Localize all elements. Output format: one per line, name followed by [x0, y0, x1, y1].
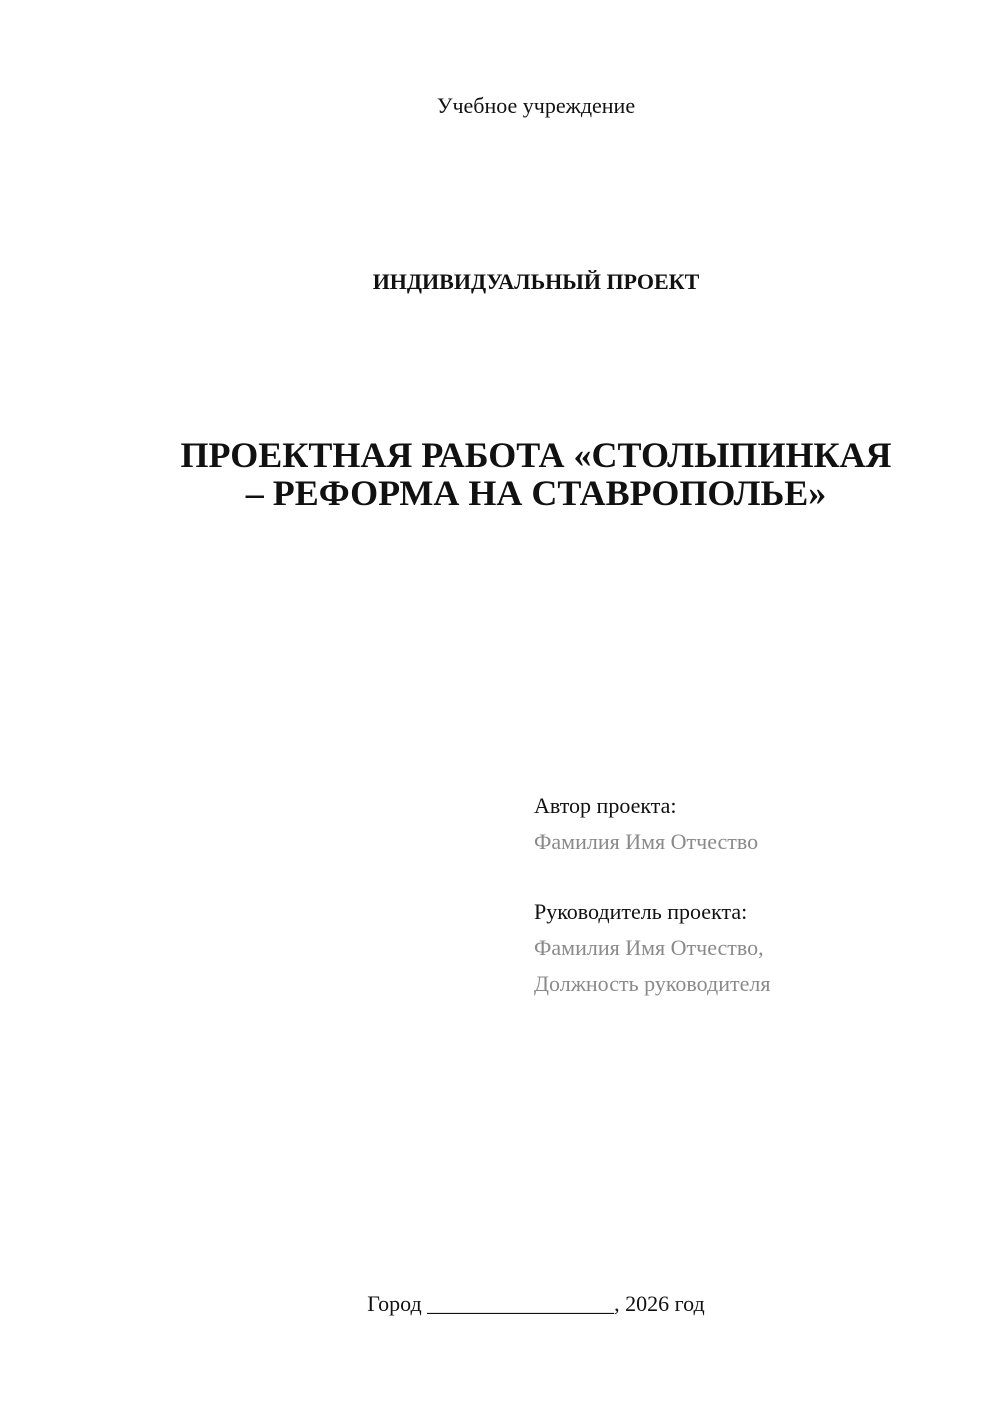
info-spacer [534, 860, 974, 894]
supervisor-name: Фамилия Имя Отчество, [534, 935, 764, 960]
institution-name: Учебное учреждение [436, 93, 636, 118]
author-label: Автор проекта: [534, 793, 677, 818]
project-title-line-2: – РЕФОРМА НА СТАВРОПОЛЬЕ» [245, 473, 827, 513]
supervisor-position: Должность руководителя [534, 971, 771, 996]
document-type-heading: ИНДИВИДУАЛЬНЫЙ ПРОЕКТ [372, 269, 700, 294]
project-title [0, 436, 1000, 512]
project-title-line-1: ПРОЕКТНАЯ РАБОТА «СТОЛЫПИНКАЯ [180, 435, 892, 475]
supervisor-label: Руководитель проекта: [534, 899, 748, 924]
city-year-line: Город _________________, 2026 год [367, 1291, 705, 1316]
project-info-block [534, 788, 974, 1002]
author-name: Фамилия Имя Отчество [534, 829, 759, 854]
